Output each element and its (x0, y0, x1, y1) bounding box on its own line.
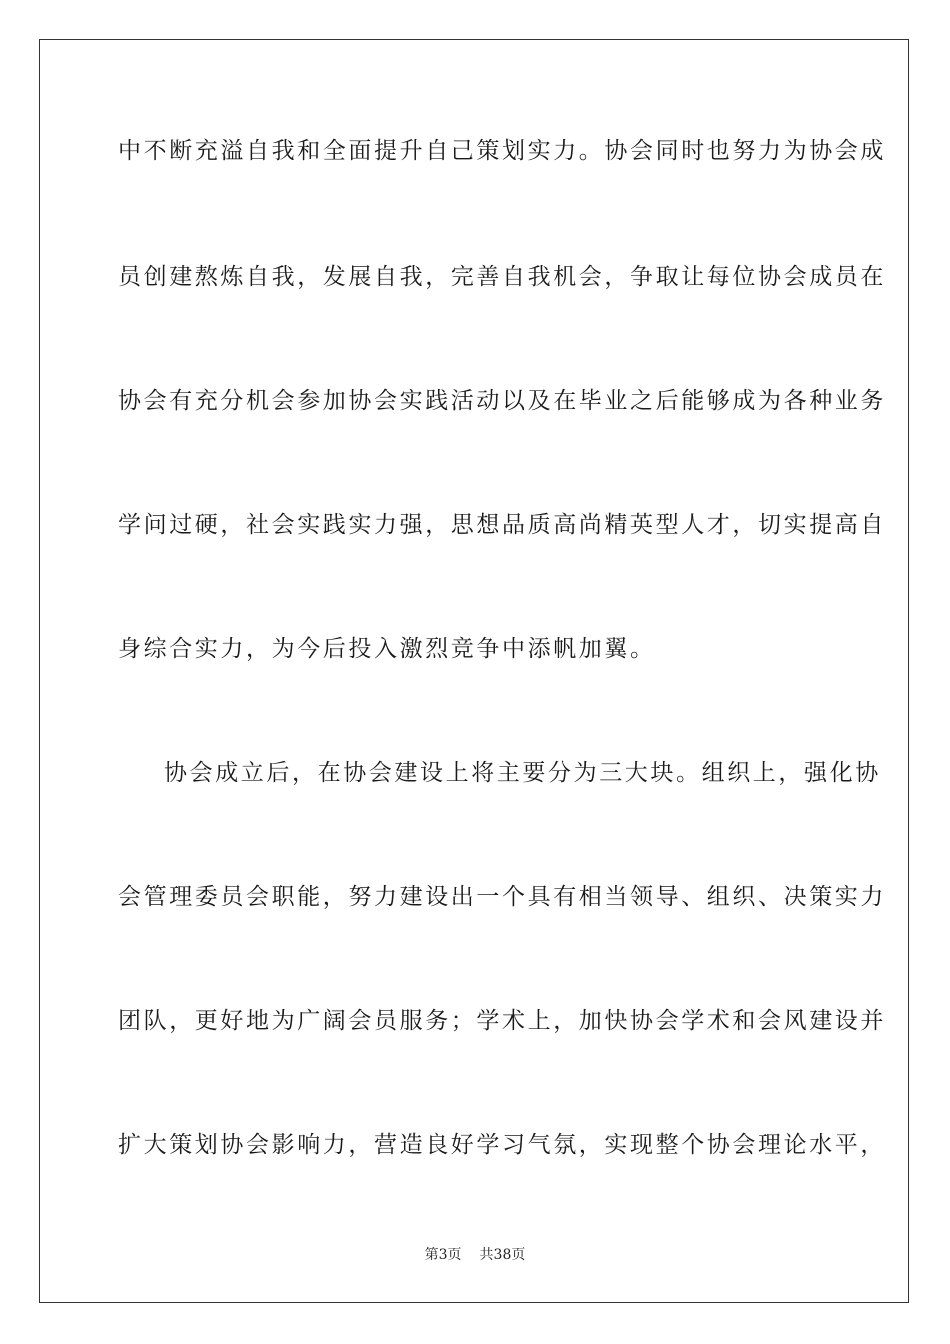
text-line: 学问过硬，社会实践实力强，思想品质高尚精英型人才，切实提高自 (118, 512, 886, 538)
page-number: 第3页 (424, 1247, 462, 1263)
text-line: 扩大策划协会影响力，营造良好学习气氛，实现整个协会理论水平， (118, 1132, 886, 1158)
paragraph-first-line: 协会成立后，在协会建设上将主要分为三大块。组织上，强化协 (164, 760, 881, 786)
text-line: 会管理委员会职能，努力建设出一个具有相当领导、组织、决策实力 (118, 884, 886, 910)
text-line: 协会有充分机会参加协会实践活动以及在毕业之后能够成为各种业务 (118, 388, 886, 414)
text-line: 员创建熬炼自我，发展自我，完善自我机会，争取让每位协会成员在 (118, 264, 886, 290)
text-line: 团队，更好地为广阔会员服务；学术上，加快协会学术和会风建设并 (118, 1008, 886, 1034)
page-total: 共38页 (479, 1247, 526, 1263)
page-border (39, 39, 909, 1303)
text-line: 身综合实力，为今后投入激烈竞争中添帆加翼。 (118, 636, 656, 662)
page-footer (0, 1246, 950, 1264)
text-line: 中不断充溢自我和全面提升自己策划实力。协会同时也努力为协会成 (118, 138, 886, 164)
